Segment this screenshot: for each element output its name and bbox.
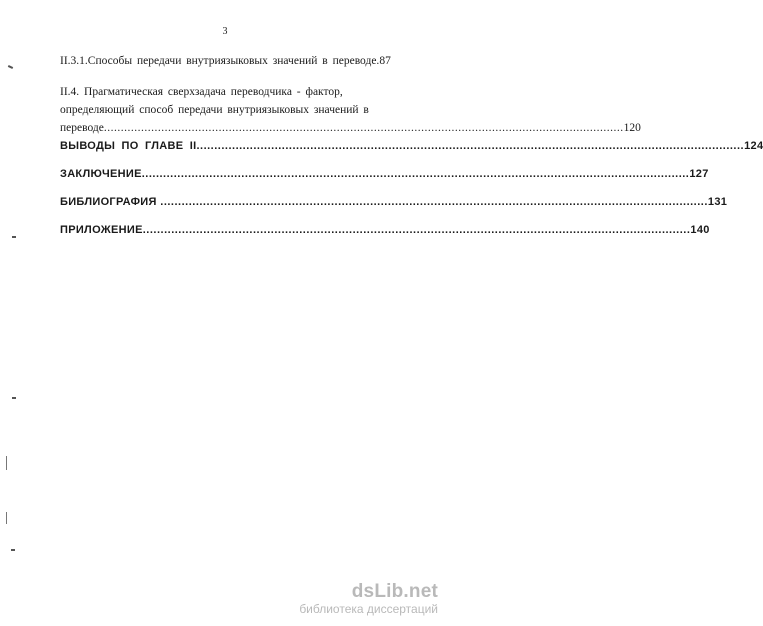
watermark-logo: dsLib.net <box>351 581 438 602</box>
toc-entry-conclusion <box>60 165 709 183</box>
watermark <box>299 582 438 616</box>
dot-leader: .......................................................................................................................................................... <box>156 196 708 208</box>
toc-entry-page: 120 <box>623 122 641 134</box>
toc-entry-title: ВЫВОДЫ ПО ГЛАВЕ II <box>60 140 197 152</box>
scan-mark <box>6 456 7 470</box>
toc-entry-page: 124 <box>744 140 763 152</box>
toc-entry-bibliography <box>60 193 728 211</box>
toc-entry-title-line-2: определяющий способ передачи внутриязыковых значений в <box>60 104 369 116</box>
dot-leader: .......................................................................................................................................................... <box>103 122 624 134</box>
scan-mark <box>12 236 16 238</box>
toc-entry-page: 131 <box>707 196 728 208</box>
scan-mark <box>6 512 7 524</box>
dot-leader: .......................................................................................................................................................... <box>142 224 691 236</box>
page-number: 3 <box>222 26 228 37</box>
table-of-contents <box>60 52 763 239</box>
toc-entry-conclusions-chapter-2 <box>60 137 763 155</box>
toc-entry-title: ЗАКЛЮЧЕНИЕ <box>60 168 142 180</box>
scan-mark <box>8 65 13 69</box>
toc-entry-title: II.3.1.Способы передачи внутриязыковых значений в переводе. <box>60 55 380 67</box>
scan-mark <box>11 549 15 551</box>
toc-entry-page: 127 <box>689 168 709 180</box>
watermark-subtitle: библиотека диссертаций <box>299 602 438 616</box>
toc-entry-appendix <box>60 221 710 239</box>
toc-entry-title-line-1: II.4. Прагматическая сверхзадача переводчика - фактор, <box>60 86 343 98</box>
toc-entry-2-4 <box>60 83 641 137</box>
scan-mark <box>12 397 16 399</box>
toc-entry-2-3-1 <box>60 52 413 70</box>
dot-leader: .......................................................................................................................................................... <box>141 168 690 180</box>
toc-entry-page: 87 <box>379 55 391 67</box>
toc-entry-title: БИБЛИОГРАФИЯ <box>60 196 157 208</box>
toc-entry-page: 140 <box>690 224 710 236</box>
toc-entry-title: ПРИЛОЖЕНИЕ <box>60 224 143 236</box>
toc-entry-title-line-3: переводе <box>60 122 104 134</box>
dot-leader: .......................................................................................................................................................... <box>196 140 745 152</box>
